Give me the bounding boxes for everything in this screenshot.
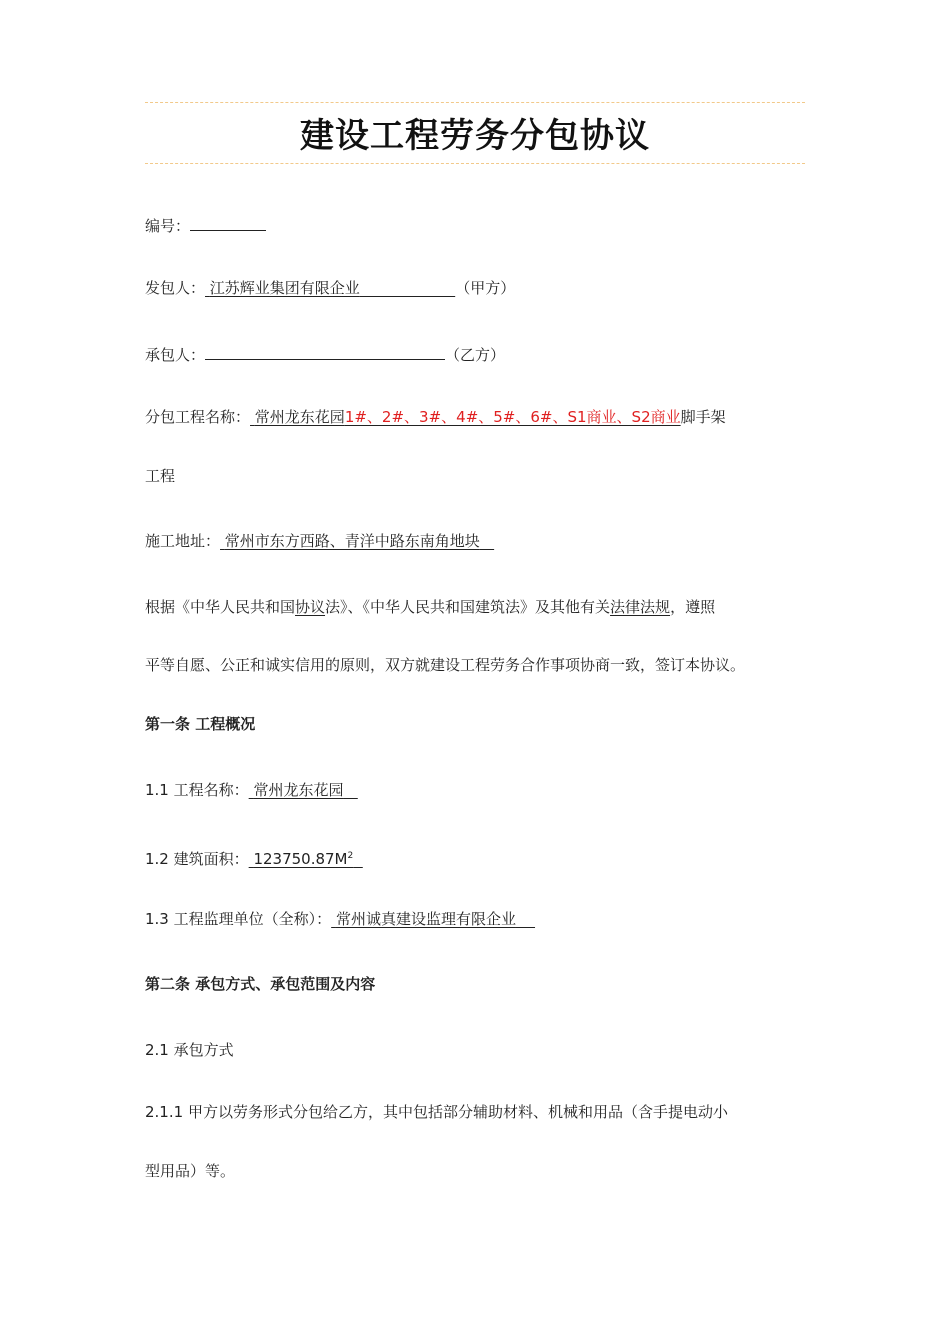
top-dashed-rule <box>145 102 805 103</box>
item-1-3: 1.3 工程监理单位（全称）： 常州诚真建设监理有限企业 <box>145 910 516 928</box>
contractor-blank <box>205 343 445 360</box>
contractor-label: 承包人： <box>145 346 206 364</box>
article2-heading: 第二条 承包方式、承包范围及内容 <box>145 975 376 993</box>
contractor-suffix: （乙方） <box>445 346 506 364</box>
serial-label: 编号： <box>145 217 191 235</box>
serial-blank <box>190 214 266 231</box>
item-2-1: 2.1 承包方式 <box>145 1041 234 1059</box>
item-2-1-1-line2: 型用品）等。 <box>145 1162 236 1180</box>
project-name-label: 分包工程名称： <box>145 408 251 426</box>
address-label: 施工地址： <box>145 532 221 550</box>
project-name-value: 常州龙东花园1#、2#、3#、4#、5#、6#、S1商业、S2商业 <box>254 408 681 426</box>
address-line <box>145 530 810 552</box>
document-title: 建设工程劳务分包协议 <box>300 116 650 156</box>
preamble-line2: 平等自愿、公正和诚实信用的原则，双方就建设工程劳务合作事项协商一致，签订本协议。 <box>145 656 746 674</box>
item-2-1-1: 2.1.1 甲方以劳务形式分包给乙方，其中包括部分辅助材料、机械和用品（含手提电动小 <box>145 1103 728 1121</box>
contractor-line <box>145 343 810 366</box>
project-name-line2: 工程 <box>145 467 176 485</box>
project-name-tail: 脚手架 <box>680 408 726 426</box>
employer-line <box>145 277 810 299</box>
employer-label: 发包人： <box>145 279 206 297</box>
bottom-dashed-rule <box>145 163 805 164</box>
project-name-line <box>145 406 810 428</box>
article1-heading: 第一条 工程概况 <box>145 715 256 733</box>
item-1-1: 1.1 工程名称： 常州龙东花园 <box>145 781 344 799</box>
item-1-2: 1.2 建筑面积： $123750.87M^2$ <box>145 850 354 868</box>
employer-suffix: （甲方） <box>455 279 516 297</box>
preamble-line1: 根据《中华人民共和国协议法》、《中华人民共和国建筑法》及其他有关法律法规，遵照 <box>145 598 716 616</box>
address-value: 常州市东方西路、青洋中路东南角地块 <box>224 532 480 550</box>
serial-number-line <box>145 214 810 237</box>
employer-value: 江苏辉业集团有限企业 <box>209 279 360 297</box>
